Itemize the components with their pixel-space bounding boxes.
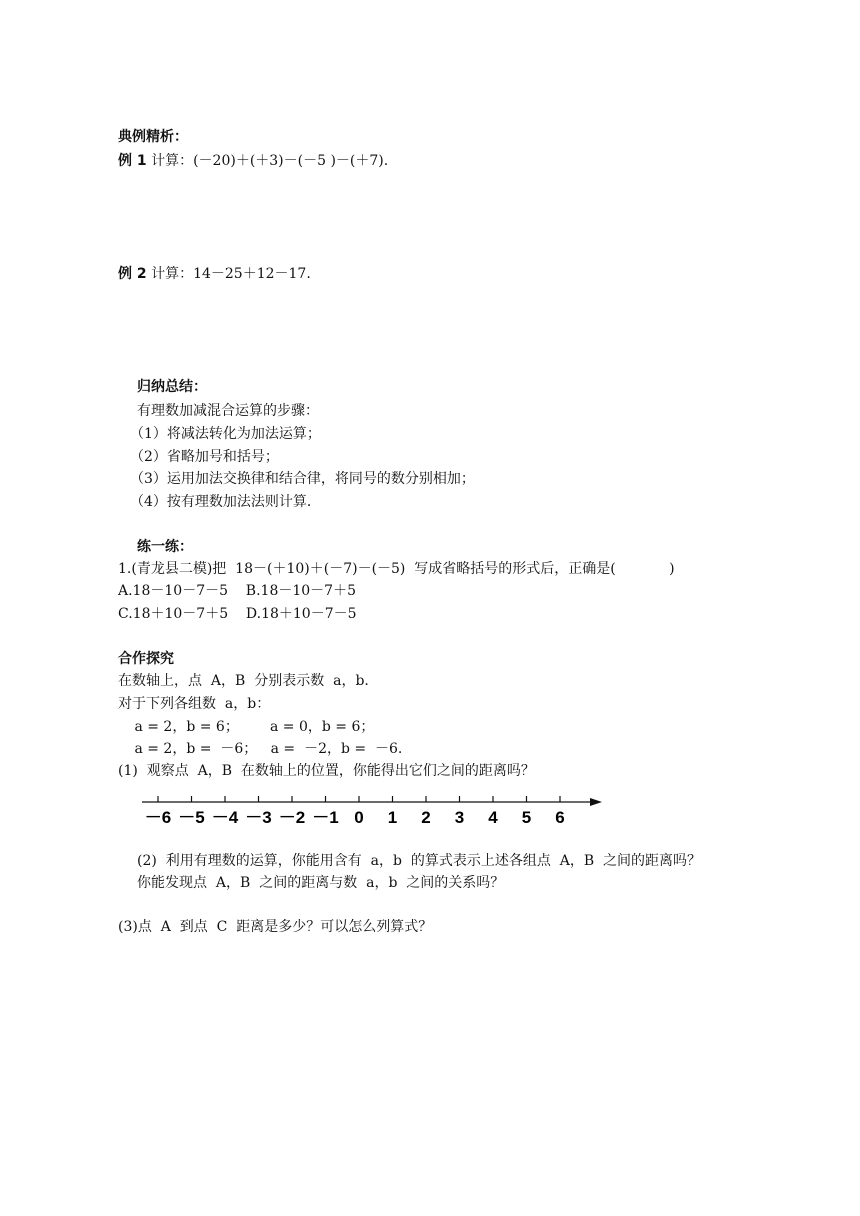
- number-line-tick-label: 4: [488, 808, 498, 827]
- number-line-tick-label: －3: [245, 808, 272, 827]
- number-line-tick-label: －6: [144, 808, 172, 827]
- explore-line-1: 在数轴上，点 A，B 分别表示数 a，b.: [118, 673, 369, 689]
- number-line-tick-label: 1: [387, 808, 398, 827]
- question-2b: 你能发现点 A，B 之间的距离与数 a，b 之间的关系吗？: [137, 875, 505, 891]
- explore-line-3: a = 2，b = 6； a = 0，b = 6；: [130, 719, 375, 735]
- explore-line-4: a = 2，b = －6； a = －2，b = －6.: [130, 741, 403, 757]
- practice-options-row-1: A.18－10－7－5 B.18－10－7＋5: [118, 583, 356, 599]
- question-1: (1) 观察点 A，B 在数轴上的位置，你能得出它们之间的距离吗？: [118, 763, 535, 779]
- number-line-tick-label: 2: [421, 808, 431, 827]
- summary-heading: 归纳总结：: [137, 379, 207, 395]
- example-2: [118, 265, 311, 283]
- question-3: (3)点 A 到点 C 距离是多少？可以怎么列算式？: [118, 919, 433, 935]
- number-line: [140, 792, 610, 832]
- section-heading-examples: 典例精析：: [118, 129, 188, 145]
- number-line-tick-label: 0: [354, 808, 364, 827]
- number-line-arrow-icon: [590, 798, 602, 806]
- example-1-label: 例 1: [118, 153, 147, 169]
- example-1-text: 计算：(－20)＋(＋3)－(－5 )－(＋7).: [146, 153, 389, 169]
- summary-intro: 有理数加减混合运算的步骤：: [137, 403, 319, 419]
- example-2-label: 例 2: [118, 266, 147, 282]
- number-line-tick-label: －5: [178, 808, 205, 827]
- practice-question: 1.(青龙县二模)把 18－(＋10)＋(－7)－(－5) 写成省略括号的形式后，正确是( ): [118, 561, 675, 577]
- summary-step-1: （1）将减法转化为加法运算；: [130, 426, 321, 442]
- summary-step-2: （2）省略加号和括号；: [130, 449, 279, 465]
- number-line-tick-label: －4: [211, 808, 239, 827]
- number-line-tick-label: 6: [555, 808, 565, 827]
- number-line-tick-label: －1: [312, 808, 339, 827]
- number-line-ticks: [145, 796, 565, 827]
- practice-options-row-2: C.18＋10－7＋5 D.18＋10－7－5: [118, 606, 357, 622]
- summary-step-4: （4）按有理数加法法则计算．: [130, 494, 321, 510]
- summary-step-3: （3）运用加法交换律和结合律，将同号的数分别相加；: [130, 471, 475, 487]
- practice-heading: 练一练：: [137, 539, 193, 555]
- explore-line-2: 对于下列各组数 a，b：: [118, 696, 271, 712]
- number-line-tick-label: 3: [454, 808, 465, 827]
- number-line-tick-label: －2: [278, 808, 306, 827]
- question-2a: (2) 利用有理数的运算，你能用含有 a，b 的算式表示上述各组点 A，B 之间的距离吗？: [137, 853, 702, 869]
- example-2-text: 计算：14－25＋12－17.: [146, 266, 311, 282]
- explore-heading: 合作探究: [118, 651, 174, 667]
- number-line-tick-label: 5: [521, 808, 532, 827]
- example-1: [118, 152, 388, 170]
